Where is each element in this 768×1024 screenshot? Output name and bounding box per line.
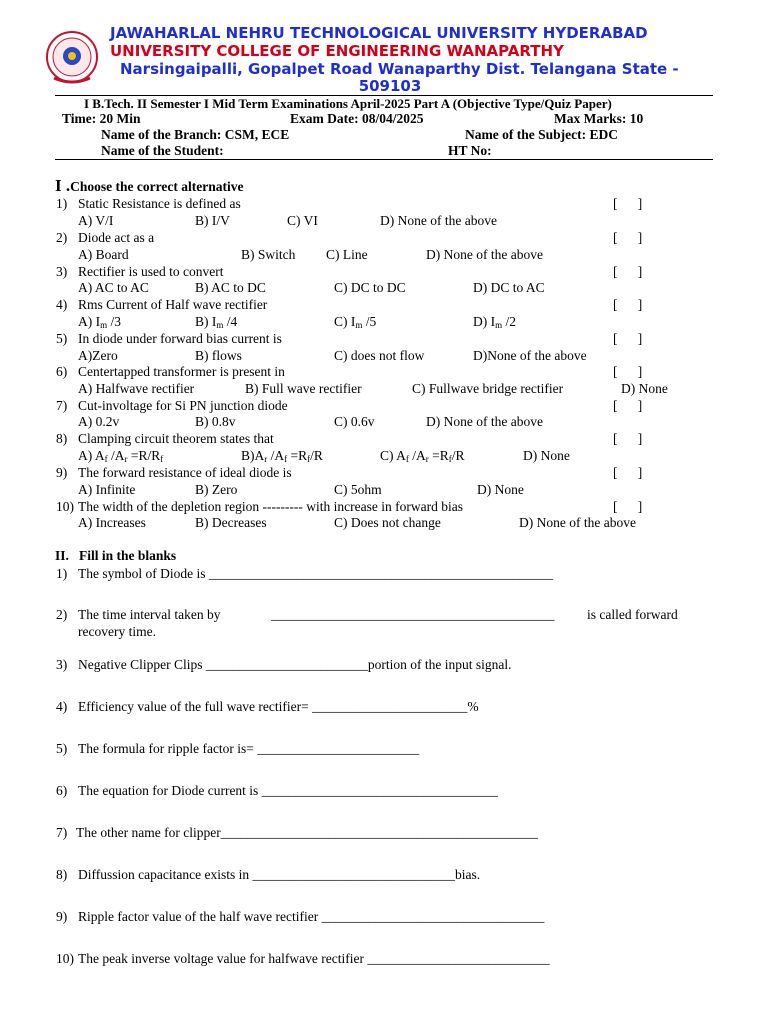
q10-option-c: C) Does not change [334,515,441,530]
q4-option-a: A) $I_m$ /3 [78,314,122,330]
q8-answer-bracket[interactable]: [ ] [613,431,643,446]
q8-option-d: D) None [523,448,570,463]
q9-option-b: B) Zero [195,482,238,497]
q4-number: 4) [56,297,68,312]
q1-option-b: B) I/V [195,213,230,228]
q10-option-d: D) None of the above [519,515,636,530]
institution-header [110,24,760,94]
q5-option-b: B) flows [195,348,242,363]
q5-number: 5) [56,331,68,346]
fib1-text[interactable]: The symbol of Diode is ___________________________________________________ [78,566,554,581]
fib3-text[interactable]: Negative Clipper Clips ________________________portion of the input signal. [78,657,512,672]
q7-answer-bracket[interactable]: [ ] [613,398,643,413]
q2-option-a: A) Board [78,247,129,262]
q8-number: 8) [56,431,68,446]
fib8-number: 8) [56,867,68,882]
q6-option-a: A) Halfwave rectifier [78,381,195,396]
section-1-roman: I . [55,176,71,195]
q6-option-b: B) Full wave rectifier [245,381,362,396]
q3-answer-bracket[interactable]: [ ] [613,264,643,279]
q10-option-a: A) Increases [78,515,146,530]
q5-option-a: A)Zero [78,348,118,363]
q5-answer-bracket[interactable]: [ ] [613,331,643,346]
q2-option-b: B) Switch [241,247,296,262]
q7-option-b: B) 0.8v [195,414,236,429]
q8-option-c: C) $A_f$ $/A_r =R_f/R$ [380,448,465,464]
q4-text: Rms Current of Half wave rectifier [78,297,268,312]
subject-name: Name of the Subject: EDC [465,127,618,142]
q1-option-c: C) VI [287,213,318,228]
q9-option-d: D) None [477,482,524,497]
q4-option-d: D) $I_m$ /2 [473,314,517,330]
fib8-text[interactable]: Diffussion capacitance exists in ______________________________bias. [78,867,481,882]
q1-answer-bracket[interactable]: [ ] [613,196,643,211]
q8-option-a: A) $A_f$ $/A_r =R/R_f$ [78,448,164,464]
q5-text: In diode under forward bias current is [78,331,282,346]
fib2-continuation: recovery time. [78,624,156,639]
q3-text: Rectifier is used to convert [78,264,224,279]
q10-option-b: B) Decreases [195,515,267,530]
fib5-number: 5) [56,741,68,756]
fib9-text[interactable]: Ripple factor value of the half wave rectifier _________________________________ [78,909,545,924]
q6-number: 6) [56,364,68,379]
q7-option-a: A) 0.2v [78,414,120,429]
q8-text: Clamping circuit theorem states that [78,431,274,446]
section-2-heading [55,548,176,564]
fib2-number: 2) [56,607,68,622]
q10-number: 10) [56,499,74,514]
q4-answer-bracket[interactable]: [ ] [613,297,643,312]
q1-option-a: A) V/I [78,213,114,228]
q3-option-a: A) AC to AC [78,280,149,295]
fib2-tail: is called forward [587,607,678,622]
exam-time: Time: 20 Min [62,111,141,126]
branch-name: Name of the Branch: CSM, ECE [101,127,290,142]
address-line-1: Narsingaipalli, Gopalpet Road Wanaparthy Dist. Telangana State - [120,60,679,78]
university-name: JAWAHARLAL NEHRU TECHNOLOGICAL UNIVERSITY HYDERABAD [110,24,648,42]
fib4-number: 4) [56,699,68,714]
q2-text: Diode act as a [78,230,155,245]
fib9-number: 9) [56,909,68,924]
fib6-number: 6) [56,783,68,798]
q5-option-c: C) does not flow [334,348,425,363]
section-1-title: Choose the correct alternative [70,179,244,194]
q3-number: 3) [56,264,68,279]
q2-number: 2) [56,230,68,245]
q3-option-d: D) DC to AC [473,280,545,295]
section-2-title: Fill in the blanks [79,548,177,563]
q9-option-c: C) 5ohm [334,482,382,497]
fib6-text[interactable]: The equation for Diode current is ___________________________________ [78,783,498,798]
q2-option-c: C) Line [326,247,368,262]
q6-option-d: D) None [621,381,668,396]
fib2-text: The time interval taken by [78,607,221,622]
q10-text: The width of the depletion region --------- with increase in forward bias [78,499,463,514]
q1-text: Static Resistance is defined as [78,196,241,211]
exam-title: I B.Tech. II Semester I Mid Term Examinations April-2025 Part A (Objective Type/Quiz Paper) [84,96,612,111]
q4-option-b: B) $I_m$ /4 [195,314,238,330]
ht-no-label: HT No: [448,143,492,158]
fib7-number: 7) [56,825,68,840]
fib7-text[interactable]: The other name for clipper_______________________________________________ [76,825,538,840]
student-name-label: Name of the Student: [101,143,224,158]
q6-answer-bracket[interactable]: [ ] [613,364,643,379]
address-line-2: 509103 [358,77,422,95]
fib4-text[interactable]: Efficiency value of the full wave rectifier= _______________________% [78,699,479,714]
fib3-number: 3) [56,657,68,672]
q8-option-b: $B)A_r$ $/A_f =R_f/R$ [241,448,323,464]
q10-answer-bracket[interactable]: [ ] [613,499,643,514]
q2-answer-bracket[interactable]: [ ] [613,230,643,245]
q2-option-d: D) None of the above [426,247,543,262]
fib10-text[interactable]: The peak inverse voltage value for halfwave rectifier ___________________________ [78,951,550,966]
university-logo [44,30,100,86]
fib5-text[interactable]: The formula for ripple factor is= ________________________ [78,741,420,756]
exam-date: Exam Date: 08/04/2025 [290,111,424,126]
q3-option-c: C) DC to DC [334,280,406,295]
fib10-number: 10) [56,951,74,966]
q1-option-d: D) None of the above [380,213,497,228]
fib1-number: 1) [56,566,68,581]
section-2-roman: II. [55,548,69,563]
q4-option-c: C) $I_m$ /5 [334,314,377,330]
q7-option-d: D) None of the above [426,414,543,429]
q6-option-c: C) Fullwave bridge rectifier [412,381,564,396]
q3-option-b: B) AC to DC [195,280,266,295]
q6-text: Centertapped transformer is present in [78,364,285,379]
college-name: UNIVERSITY COLLEGE OF ENGINEERING WANAPARTHY [110,42,564,60]
q5-option-d: D)None of the above [473,348,587,363]
q9-number: 9) [56,465,68,480]
q7-number: 7) [56,398,68,413]
q9-option-a: A) Infinite [78,482,136,497]
section-1-heading [55,178,243,195]
q7-text: Cut-involtage for Si PN junction diode [78,398,288,413]
fib2-blank[interactable]: __________________________________________ [271,607,555,622]
max-marks: Max Marks: 10 [554,111,644,126]
q9-answer-bracket[interactable]: [ ] [613,465,643,480]
info-rule [55,159,713,160]
q7-option-c: C) 0.6v [334,414,375,429]
q9-text: The forward resistance of ideal diode is [78,465,292,480]
q1-number: 1) [56,196,68,211]
